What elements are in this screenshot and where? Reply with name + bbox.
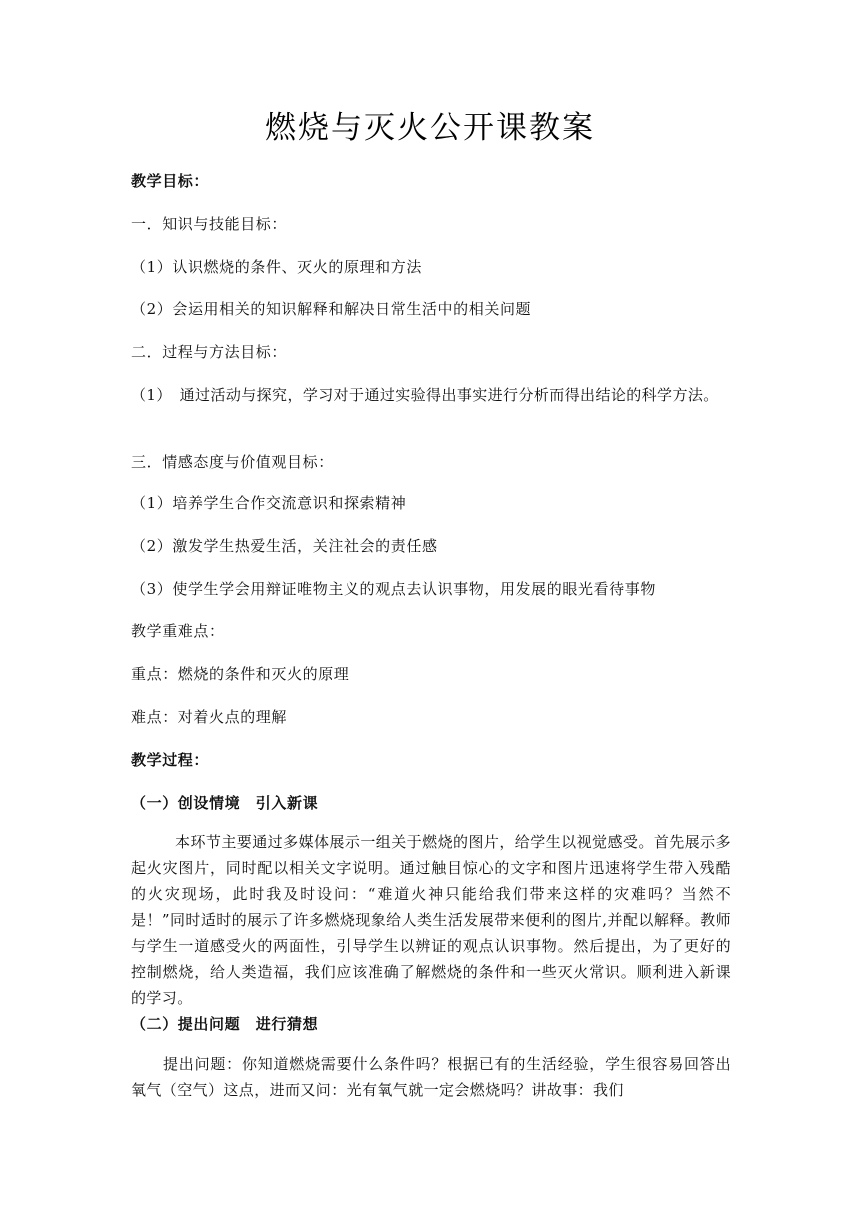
knowledge-heading: 一．知识与技能目标： [131, 215, 288, 233]
process-heading: 二．过程与方法目标： [131, 343, 288, 361]
section-1-body: 本环节主要通过多媒体展示一组关于燃烧的图片，给学生以视觉感受。首先展示多起火灾图片，同时配以相关文字说明。通过触目惊心的文字和图片迅速将学生带入残酷的火灾现场，此时我及时设问：“难道火神只能给我们带来这样的灾难吗？当然不是！”同时适时的展示了许多燃烧现象给人类生活发展带来便利的图片,并配以解释。教师与学生一道感受火的两面性，引导学生以辨证的观点认识事物。然后提出，为了更好的控制燃烧，给人类造福，我们应该准确了解燃烧的条件和一些灭火常识。顺利进入新课的学习。 [131, 833, 731, 1007]
knowledge-item-1: （1）认识燃烧的条件、灭火的原理和方法 [131, 258, 422, 276]
goals-heading: 教学目标： [131, 172, 210, 190]
difficult-point: 难点：对着火点的理解 [131, 708, 288, 726]
page-title: 燃烧与灭火公开课教案 [265, 110, 595, 146]
emotion-heading: 三．情感态度与价值观目标： [131, 453, 334, 471]
key-point: 重点：燃烧的条件和灭火的原理 [131, 665, 350, 683]
process-title: 教学过程： [131, 751, 210, 769]
emotion-item-3: （3）使学生学会用辩证唯物主义的观点去认识事物，用发展的眼光看待事物 [131, 580, 656, 598]
section-2-body: 提出问题：你知道燃烧需要什么条件吗？根据已有的生活经验，学生很容易回答出氧气（空气）这点，进而又问：光有氧气就一定会燃烧吗？讲故事：我们 [131, 1055, 731, 1099]
knowledge-item-2: （2）会运用相关的知识解释和解决日常生活中的相关问题 [131, 300, 532, 318]
section-1-title: （一）创设情境 引入新课 [131, 794, 319, 812]
section-2-title: （二）提出问题 进行猜想 [131, 1015, 319, 1033]
process-item-1: （1） 通过活动与探究，学习对于通过实验得出事实进行分析而得出结论的科学方法。 [131, 386, 719, 404]
emotion-item-2: （2）激发学生热爱生活，关注社会的责任感 [131, 537, 438, 555]
emotion-item-1: （1）培养学生合作交流意识和探索精神 [131, 494, 407, 512]
key-heading: 教学重难点： [131, 622, 225, 640]
